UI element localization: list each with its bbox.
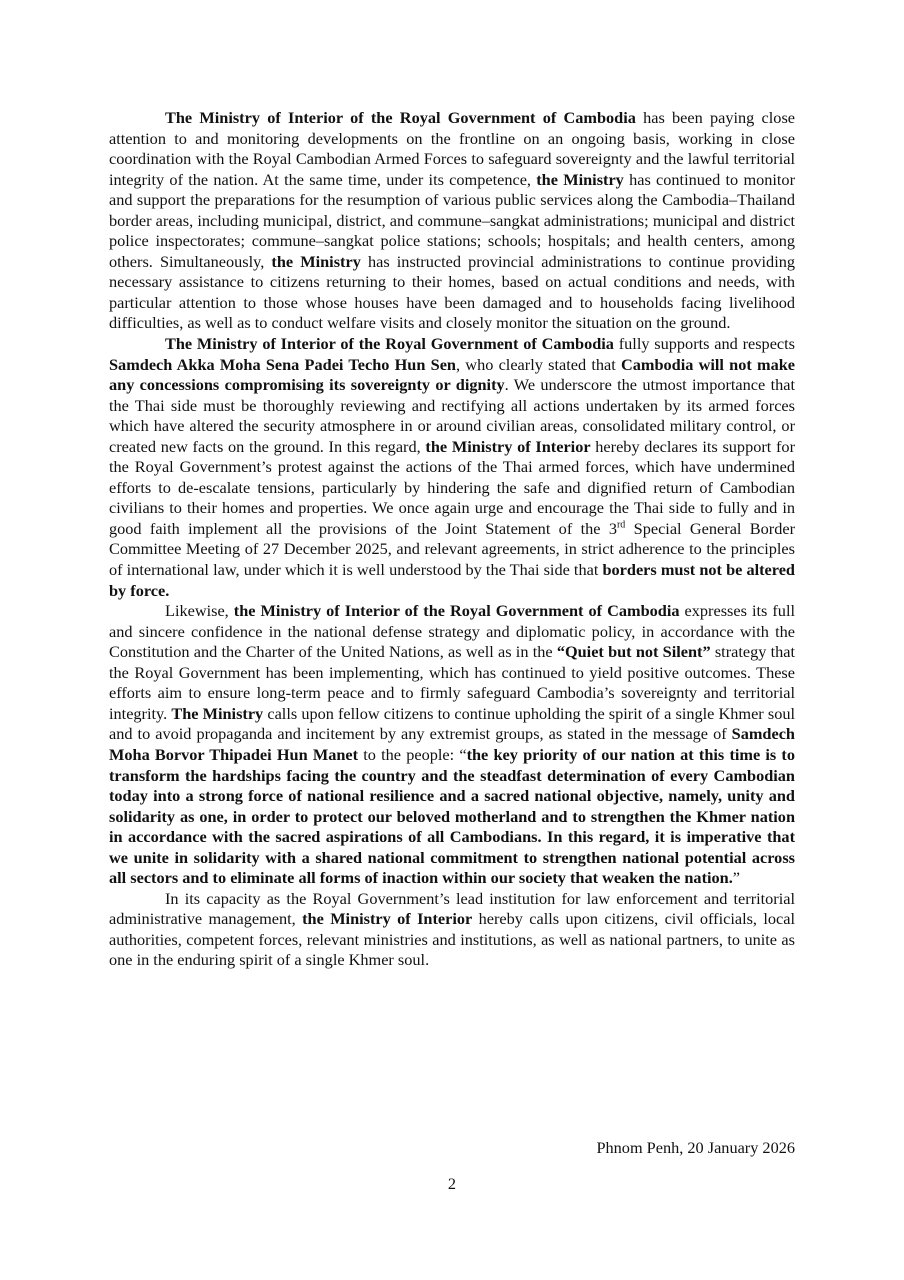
text-run: In its capacity as the Royal Government’s lead institution for law enforcement and territorial administrative management, (109, 888, 795, 929)
bold-text: The Ministry of Interior of the Royal Government of Cambodia (165, 334, 614, 354)
bold-text: The Ministry of Interior of the Royal Government of Cambodia (165, 108, 636, 127)
superscript-text: rd (616, 519, 626, 531)
bold-text: “Quiet but not Silent” (556, 642, 711, 662)
text-run: has been paying close attention to and monitoring developments on the frontline on an ongoing basis, working in close coordination with the Royal Cambodian Armed Forces to safeguard sovereignty and the lawful territorial integrity of the nation. At the same time, under its competence, (109, 108, 796, 189)
bold-text: borders must not be altered by force. (109, 560, 795, 600)
bold-text: the Ministry (536, 169, 624, 189)
bold-text: Samdech Akka Moha Sena Padei Techo Hun Sen (109, 354, 456, 374)
bold-text: the Ministry of Interior (425, 436, 591, 456)
text-run: . We underscore the utmost importance that the Thai side must be thoroughly reviewing and rectifying all actions undertaken by its armed forces which have altered the security atmosphere in or around civilian areas, consolidated military control, or created new facts on the ground. In this regard, (109, 375, 795, 456)
text-run: Special General Border Committee Meeting of 27 December 2025, and relevant agreements, in strict adherence to the principles of international law, under which it is well understood by the Thai side that (109, 518, 795, 580)
bold-text: Samdech Moha Borvor Thipadei Hun Manet (109, 724, 795, 764)
text-run: to the people: “ (358, 744, 467, 764)
text-run: has instructed provincial administrations to continue providing necessary assistance to citizens returning to their homes, based on actual conditions and needs, with particular attention to those whose houses have been damaged and to households facing livelihood difficulties, as well as to conduct welfare visits and closely monitor the situation on the ground. (109, 251, 795, 333)
text-run: Likewise, (165, 601, 234, 621)
bold-text: the Ministry of Interior (302, 909, 473, 929)
text-run: strategy that the Royal Government has been implementing, which has continued to yield positive outcomes. These efforts aim to ensure long-term peace and to firmly safeguard Cambodia’s sovereignty and territorial integrity. (109, 642, 796, 723)
page-number: 2 (447, 1174, 457, 1193)
bold-text: the key priority of our nation at this time is to transform the hardships facing the country and the steadfast determination of every Cambodian today into a strong force of national resilience and a sacred national objective, namely, unity and solidarity as one, in order to protect our beloved motherland and to strengthen the Khmer nation in accordance with the sacred aspirations of all Cambodians. In this regard, it is imperative that we unite in solidarity with a shared national commitment to strengthen national potential across all sectors and to eliminate all forms of inaction within our society that weaken the nation. (109, 744, 795, 888)
paragraph-4 (109, 889, 795, 971)
text-run: hereby calls upon citizens, civil officials, local authorities, competent forces, relevant ministries and institutions, as well as national partners, to unite as one in the enduring spirit of a single Khmer soul. (109, 909, 795, 970)
text-run: has continued to monitor and support the preparations for the resumption of various public services along the Cambodia–Thailand border areas, including municipal, district, and commune–sangkat administrations; municipal and district police inspectorates; commune–sangkat police stations; schools; hospitals; and health centers, among others. Simultaneously, (109, 169, 795, 271)
paragraph-1 (109, 108, 795, 334)
bold-text: The Ministry (171, 703, 264, 723)
bold-text: the Ministry (271, 251, 361, 271)
paragraph-2 (109, 334, 795, 601)
place-and-date: Phnom Penh, 20 January 2026 (596, 1138, 795, 1157)
bold-text: Cambodia will not make any concessions compromising its sovereignty or dignity (109, 354, 796, 395)
text-run: calls upon fellow citizens to continue upholding the spirit of a single Khmer soul and to avoid propaganda and incitement by any extremist groups, as stated in the message of (109, 703, 795, 744)
text-run: ” (732, 868, 741, 888)
paragraph-3 (109, 601, 795, 889)
document-body (109, 108, 795, 971)
text-run: , who clearly stated that (456, 354, 621, 374)
text-run: hereby declares its support for the Royal Government’s protest against the actions of the Thai armed forces, which have undermined efforts to de-escalate tensions, particularly by hindering the safe and dignified return of Cambodian civilians to their homes and properties. We once again urge and encourage the Thai side to fully and in good faith implement all the provisions of the Joint Statement of the 3 (109, 436, 795, 538)
bold-text: the Ministry of Interior of the Royal Government of Cambodia (233, 601, 680, 621)
text-run: expresses its full and sincere confidence in the national defense strategy and diplomatic policy, in accordance with the Constitution and the Charter of the United Nations, as well as in the (109, 601, 795, 662)
text-run: fully supports and respects (613, 334, 796, 354)
